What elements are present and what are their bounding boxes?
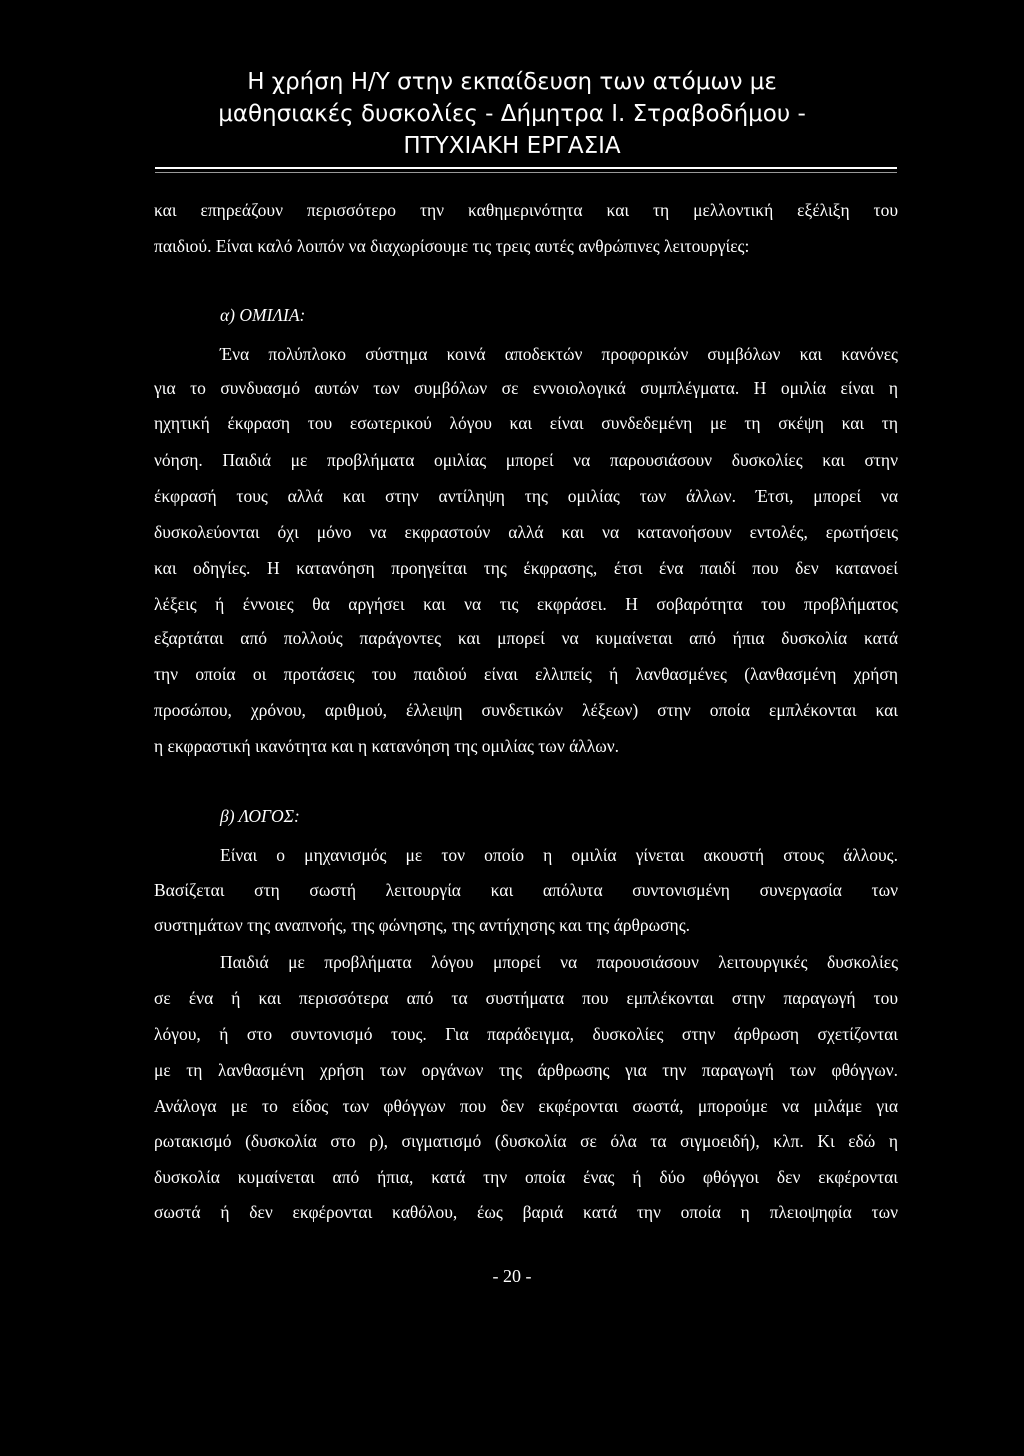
header-line-3: ΠΤΥΧΙΑΚΗ ΕΡΓΑΣΙΑ: [403, 133, 621, 159]
header-line-2: μαθησιακές δυσκολίες - Δήμητρα Ι. Στραβοδήμου -: [218, 101, 806, 127]
header-line-1: Η χρήση Η/Υ στην εκπαίδευση των ατόμων με: [247, 69, 777, 95]
text-line: σε ένα ή και περισσότερα από τα συστήματα που εμπλέκονται στην παραγωγή του: [154, 988, 898, 1008]
text-line: νόηση. Παιδιά με προβλήματα ομιλίας μπορεί να παρουσιάσουν δυσκολίες και στην: [154, 450, 898, 470]
text-line: Ανάλογα με το είδος των φθόγγων που δεν εκφέρονται σωστά, μπορούμε να μιλάμε για: [154, 1096, 898, 1116]
text-line: με τη λανθασμένη χρήση των οργάνων της άρθρωσης για την παραγωγή των φθόγγων.: [154, 1060, 898, 1080]
text-line: ηχητική έκφραση του εσωτερικού λόγου και είναι συνδεδεμένη με τη σκέψη και τη: [154, 413, 898, 433]
text-line: δυσκολεύονται όχι μόνο να εκφραστούν αλλά και να κατανοήσουν εντολές, ερωτήσεις: [154, 522, 898, 542]
text-line: η εκφραστική ικανότητα και η κατανόηση της ομιλίας των άλλων.: [154, 736, 620, 756]
section-heading-omilia: α) ΟΜΙΛΙΑ:: [220, 305, 306, 325]
text-line: για το συνδυασμό αυτών των συμβόλων σε εννοιολογικά συμπλέγματα. Η ομιλία είναι η: [154, 378, 898, 398]
running-header: [0, 66, 1024, 162]
text-line: την οποία οι προτάσεις του παιδιού είναι ελλιπείς ή λανθασμένες (λανθασμένη χρήση: [154, 664, 898, 684]
text-line: σωστά ή δεν εκφέρονται καθόλου, έως βαριά κατά την οποία η πλειοψηφία των: [154, 1202, 898, 1222]
text-line: λόγου, ή στο συντονισμό τους. Για παράδειγμα, δυσκολίες στην άρθρωση σχετίζονται: [154, 1024, 898, 1044]
text-line: προσώπου, χρόνου, αριθμού, έλλειψη συνδετικών λέξεων) στην οποία εμπλέκονται και: [154, 700, 898, 720]
text-line: έκφρασή τους αλλά και στην αντίληψη της ομιλίας των άλλων. Έτσι, μπορεί να: [154, 486, 898, 506]
page-number: - 20 -: [492, 1266, 532, 1286]
text-line: Βασίζεται στη σωστή λειτουργία και απόλυτα συντονισμένη συνεργασία των: [154, 880, 898, 900]
text-line: παιδιού. Είναι καλό λοιπόν να διαχωρίσουμε τις τρεις αυτές ανθρώπινες λειτουργίες:: [154, 236, 750, 256]
text-line: Είναι ο μηχανισμός με τον οποίο η ομιλία γίνεται ακουστή στους άλλους.: [220, 845, 898, 865]
text-line: ρωτακισμό (δυσκολία στο ρ), σιγματισμό (δυσκολία σε όλα τα σιγμοειδή), κλπ. Κι εδώ η: [154, 1131, 898, 1151]
text-line: Παιδιά με προβλήματα λόγου μπορεί να παρουσιάσουν λειτουργικές δυσκολίες: [220, 952, 898, 972]
text-line: συστημάτων της αναπνοής, της φώνησης, της αντήχησης και της άρθρωσης.: [154, 915, 691, 935]
text-line: δυσκολία κυμαίνεται από ήπια, κατά την οποία ένας ή δύο φθόγγοι δεν εκφέρονται: [154, 1167, 898, 1187]
text-line: Ένα πολύπλοκο σύστημα κοινά αποδεκτών προφορικών συμβόλων και κανόνες: [220, 344, 898, 364]
section-heading-logos: β) ΛΟΓΟΣ:: [220, 806, 300, 826]
header-rule-thin: [155, 172, 897, 173]
header-rule: [155, 167, 897, 169]
text-line: εξαρτάται από πολλούς παράγοντες και μπορεί να κυμαίνεται από ήπια δυσκολία κατά: [154, 628, 898, 648]
text-line: λέξεις ή έννοιες θα αργήσει και να τις εκφράσει. Η σοβαρότητα του προβλήματος: [154, 594, 898, 614]
text-line: και επηρεάζουν περισσότερο την καθημερινότητα και τη μελλοντική εξέλιξη του: [154, 200, 898, 220]
text-line: και οδηγίες. Η κατανόηση προηγείται της έκφρασης, έτσι ένα παιδί που δεν κατανοεί: [154, 558, 898, 578]
